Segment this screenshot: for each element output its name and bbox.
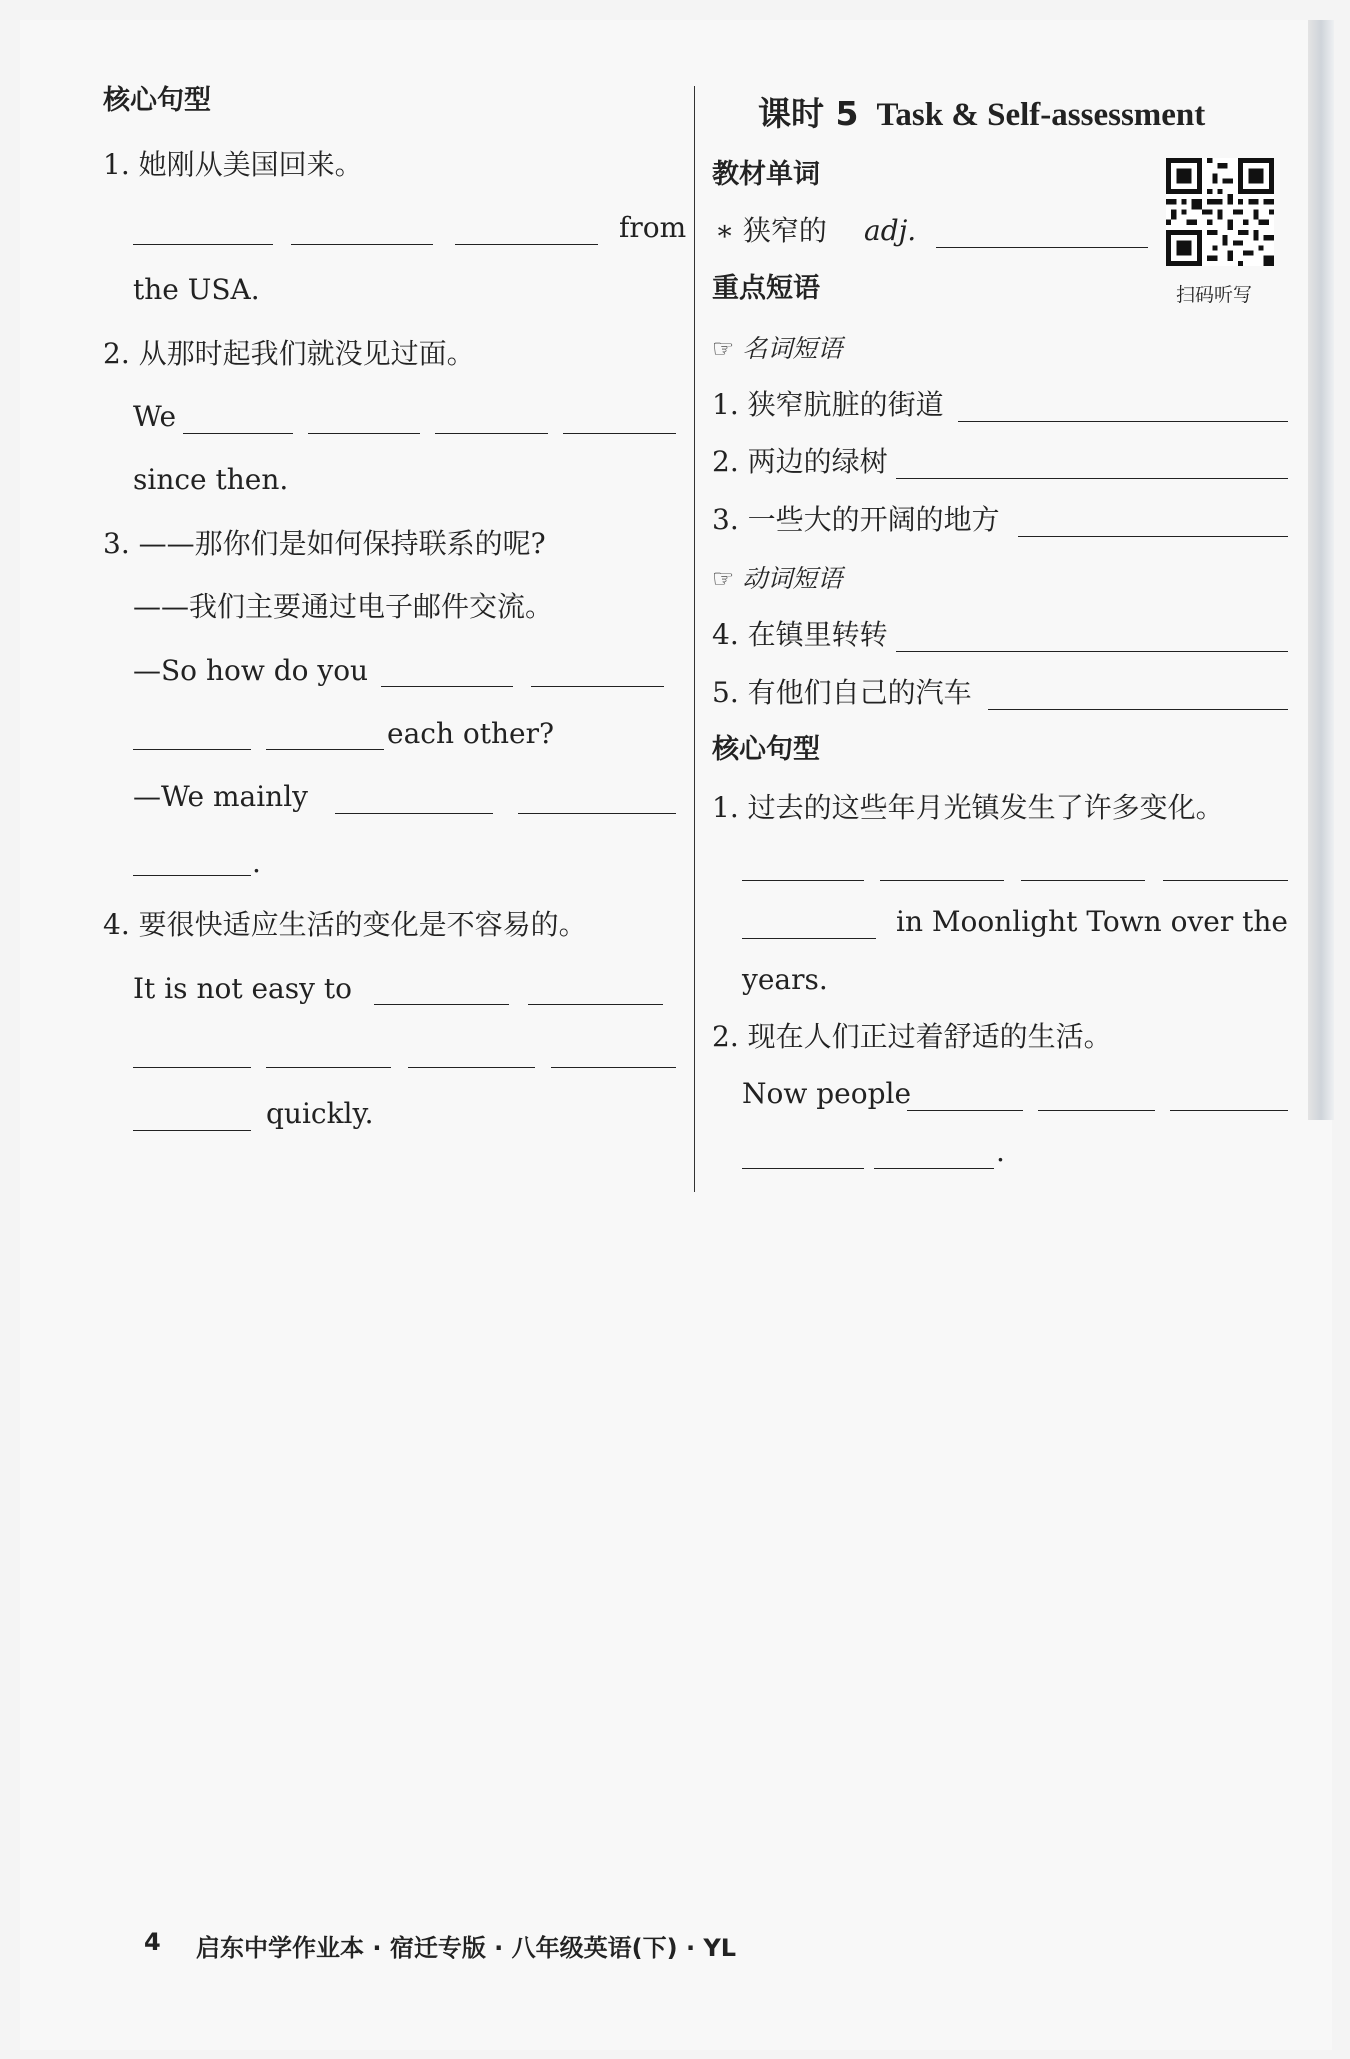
page-number: 4 xyxy=(144,1928,161,1956)
s1-blank-3[interactable] xyxy=(1021,880,1145,881)
lesson-number: 课时 5 xyxy=(758,94,859,133)
q4-blank-4[interactable] xyxy=(266,1067,391,1068)
phrase-4: 4. 在镇里转转 xyxy=(712,618,888,651)
phrase-5-blank[interactable] xyxy=(988,709,1288,710)
q2-blank-3[interactable] xyxy=(435,433,548,434)
s2-prompt: 2. 现在人们正过着舒适的生活。 xyxy=(712,1020,1112,1053)
q3-blank-7[interactable] xyxy=(133,875,251,876)
q1-blank-1[interactable] xyxy=(133,244,273,245)
phrase-1: 1. 狭窄肮脏的街道 xyxy=(712,388,944,421)
phrase-1-blank[interactable] xyxy=(958,421,1288,422)
noun-phrases-subheading: ☞ 名词短语 xyxy=(712,334,843,363)
s1-blank-1[interactable] xyxy=(742,880,864,881)
q3-so-how: —So how do you xyxy=(133,654,369,687)
s1-blank-2[interactable] xyxy=(880,880,1004,881)
q3-blank-3[interactable] xyxy=(133,749,251,750)
q4-it-is: It is not easy to xyxy=(133,972,352,1005)
s2-blank-1[interactable] xyxy=(907,1110,1023,1111)
qr-code-icon xyxy=(1166,158,1274,266)
q3-blank-2[interactable] xyxy=(531,686,664,687)
q3-blank-1[interactable] xyxy=(381,686,513,687)
q1-prompt: 1. 她刚从美国回来。 xyxy=(103,148,363,181)
s2-now-people: Now people xyxy=(742,1077,912,1110)
vocab-pos: adj. xyxy=(864,214,917,247)
lesson-name: Task & Self-assessment xyxy=(876,97,1206,133)
core-sentences-heading-right: 核心句型 xyxy=(712,734,820,765)
s1-middle: in Moonlight Town over the xyxy=(896,905,1288,938)
phrase-2: 2. 两边的绿树 xyxy=(712,445,888,478)
book-title: 启东中学作业本 · 宿迁专版 · 八年级英语(下) · YL xyxy=(196,1934,737,1962)
q3-period: . xyxy=(252,846,261,879)
q1-blank-3[interactable] xyxy=(455,244,598,245)
worksheet-page xyxy=(20,20,1332,2050)
lesson-title xyxy=(758,88,1205,135)
q4-blank-6[interactable] xyxy=(551,1067,676,1068)
s2-blank-3[interactable] xyxy=(1170,1110,1288,1111)
s1-prompt: 1. 过去的这些年月光镇发生了许多变化。 xyxy=(712,791,1224,824)
q3-blank-4[interactable] xyxy=(266,749,384,750)
phrase-2-blank[interactable] xyxy=(896,478,1288,479)
q4-prompt: 4. 要很快适应生活的变化是不容易的。 xyxy=(103,908,587,941)
s2-blank-5[interactable] xyxy=(874,1168,994,1169)
q1-from: from xyxy=(619,211,687,244)
q4-quickly: quickly. xyxy=(266,1097,374,1130)
phrases-heading: 重点短语 xyxy=(712,273,820,304)
q2-blank-2[interactable] xyxy=(308,433,420,434)
phrase-3: 3. 一些大的开阔的地方 xyxy=(712,503,1000,536)
q2-blank-1[interactable] xyxy=(183,433,293,434)
page-edge xyxy=(1308,20,1334,1120)
q3-we-mainly: —We mainly xyxy=(133,780,308,813)
vocab-heading: 教材单词 xyxy=(712,159,820,190)
s2-blank-4[interactable] xyxy=(742,1168,864,1169)
s1-blank-4[interactable] xyxy=(1163,880,1288,881)
verb-phrases-subheading: ☞ 动词短语 xyxy=(712,564,843,593)
column-divider xyxy=(694,86,695,1192)
q3-prompt-2: ——我们主要通过电子邮件交流。 xyxy=(133,590,554,623)
q4-blank-7[interactable] xyxy=(133,1130,251,1131)
q3-prompt-1: 3. ——那你们是如何保持联系的呢? xyxy=(103,527,546,560)
s1-tail: years. xyxy=(742,963,828,996)
phrase-3-blank[interactable] xyxy=(1018,536,1288,537)
q4-blank-2[interactable] xyxy=(528,1004,663,1005)
s2-period: . xyxy=(996,1135,1005,1168)
vocab-blank[interactable] xyxy=(936,247,1148,248)
q4-blank-3[interactable] xyxy=(133,1067,251,1068)
q1-blank-2[interactable] xyxy=(291,244,433,245)
phrase-5: 5. 有他们自己的汽车 xyxy=(712,676,972,709)
s2-blank-2[interactable] xyxy=(1038,1110,1155,1111)
core-sentences-heading: 核心句型 xyxy=(103,85,211,116)
q2-blank-4[interactable] xyxy=(563,433,676,434)
q3-blank-6[interactable] xyxy=(518,813,676,814)
s1-blank-5[interactable] xyxy=(742,938,876,939)
q2-we: We xyxy=(133,400,177,433)
q4-blank-5[interactable] xyxy=(408,1067,535,1068)
q2-tail: since then. xyxy=(133,463,289,496)
vocab-item: ∗ 狭窄的 xyxy=(715,214,827,247)
q3-blank-5[interactable] xyxy=(335,813,493,814)
phrase-4-blank[interactable] xyxy=(896,651,1288,652)
q3-each-other: each other? xyxy=(387,717,554,750)
q1-tail: the USA. xyxy=(133,273,260,306)
q4-blank-1[interactable] xyxy=(374,1004,509,1005)
q2-prompt: 2. 从那时起我们就没见过面。 xyxy=(103,337,475,370)
scan-listen-label: 扫码听写 xyxy=(1176,284,1253,306)
